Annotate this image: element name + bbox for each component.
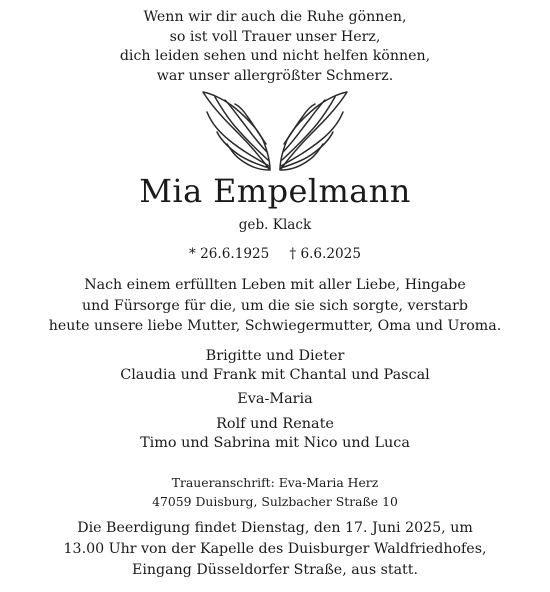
angel-wings-icon (199, 88, 351, 176)
deceased-name: Mia Empelmann (139, 172, 411, 210)
death-date: † 6.6.2025 (289, 246, 361, 262)
mourner-line: Rolf und Renate (216, 415, 334, 432)
address-line: Traueranschrift: Eva-Maria Herz (171, 475, 379, 490)
funeral-line: 13.00 Uhr von der Kapelle des Duisburger Waldfriedhofes, (63, 540, 487, 557)
poem-line: Wenn wir dir auch die Ruhe gönnen, (143, 9, 407, 25)
poem-line: war unser allergrößter Schmerz. (156, 67, 394, 84)
announcement-line: und Fürsorge für die, um die sie sich sorgte, verstarb (82, 297, 468, 314)
funeral-line: Eingang Düsseldorfer Straße, aus statt. (132, 561, 418, 578)
address-line: 47059 Duisburg, Sulzbacher Straße 10 (152, 493, 398, 509)
maiden-name: geb. Klack (238, 217, 312, 233)
mourning-address (0, 474, 550, 511)
funeral-line: Die Beerdigung findet Dienstag, den 17. Juni 2025, um (77, 520, 473, 536)
announcement-line: Nach einem erfüllten Leben mit aller Liebe, Hingabe (84, 277, 466, 293)
memorial-poem (0, 8, 550, 86)
funeral-notice (0, 518, 550, 580)
mourner-group (0, 347, 550, 385)
mourner-group (0, 415, 550, 453)
mourners-list (0, 347, 550, 458)
poem-line: dich leiden sehen und nicht helfen können, (119, 48, 431, 65)
announcement-text (0, 275, 550, 337)
mourner-line: Claudia und Frank mit Chantal und Pascal (120, 367, 430, 384)
mourner-line: Brigitte und Dieter (205, 348, 345, 364)
announcement-line: heute unsere liebe Mutter, Schwiegermutter, Oma und Uroma. (48, 318, 502, 334)
mourner-group (0, 390, 550, 409)
birth-date: * 26.6.1925 (189, 246, 270, 262)
life-dates (0, 245, 550, 263)
poem-line: so ist voll Trauer unser Herz, (169, 28, 381, 45)
mourner-line: Eva-Maria (237, 391, 313, 408)
mourner-line: Timo und Sabrina mit Nico und Luca (140, 434, 410, 451)
